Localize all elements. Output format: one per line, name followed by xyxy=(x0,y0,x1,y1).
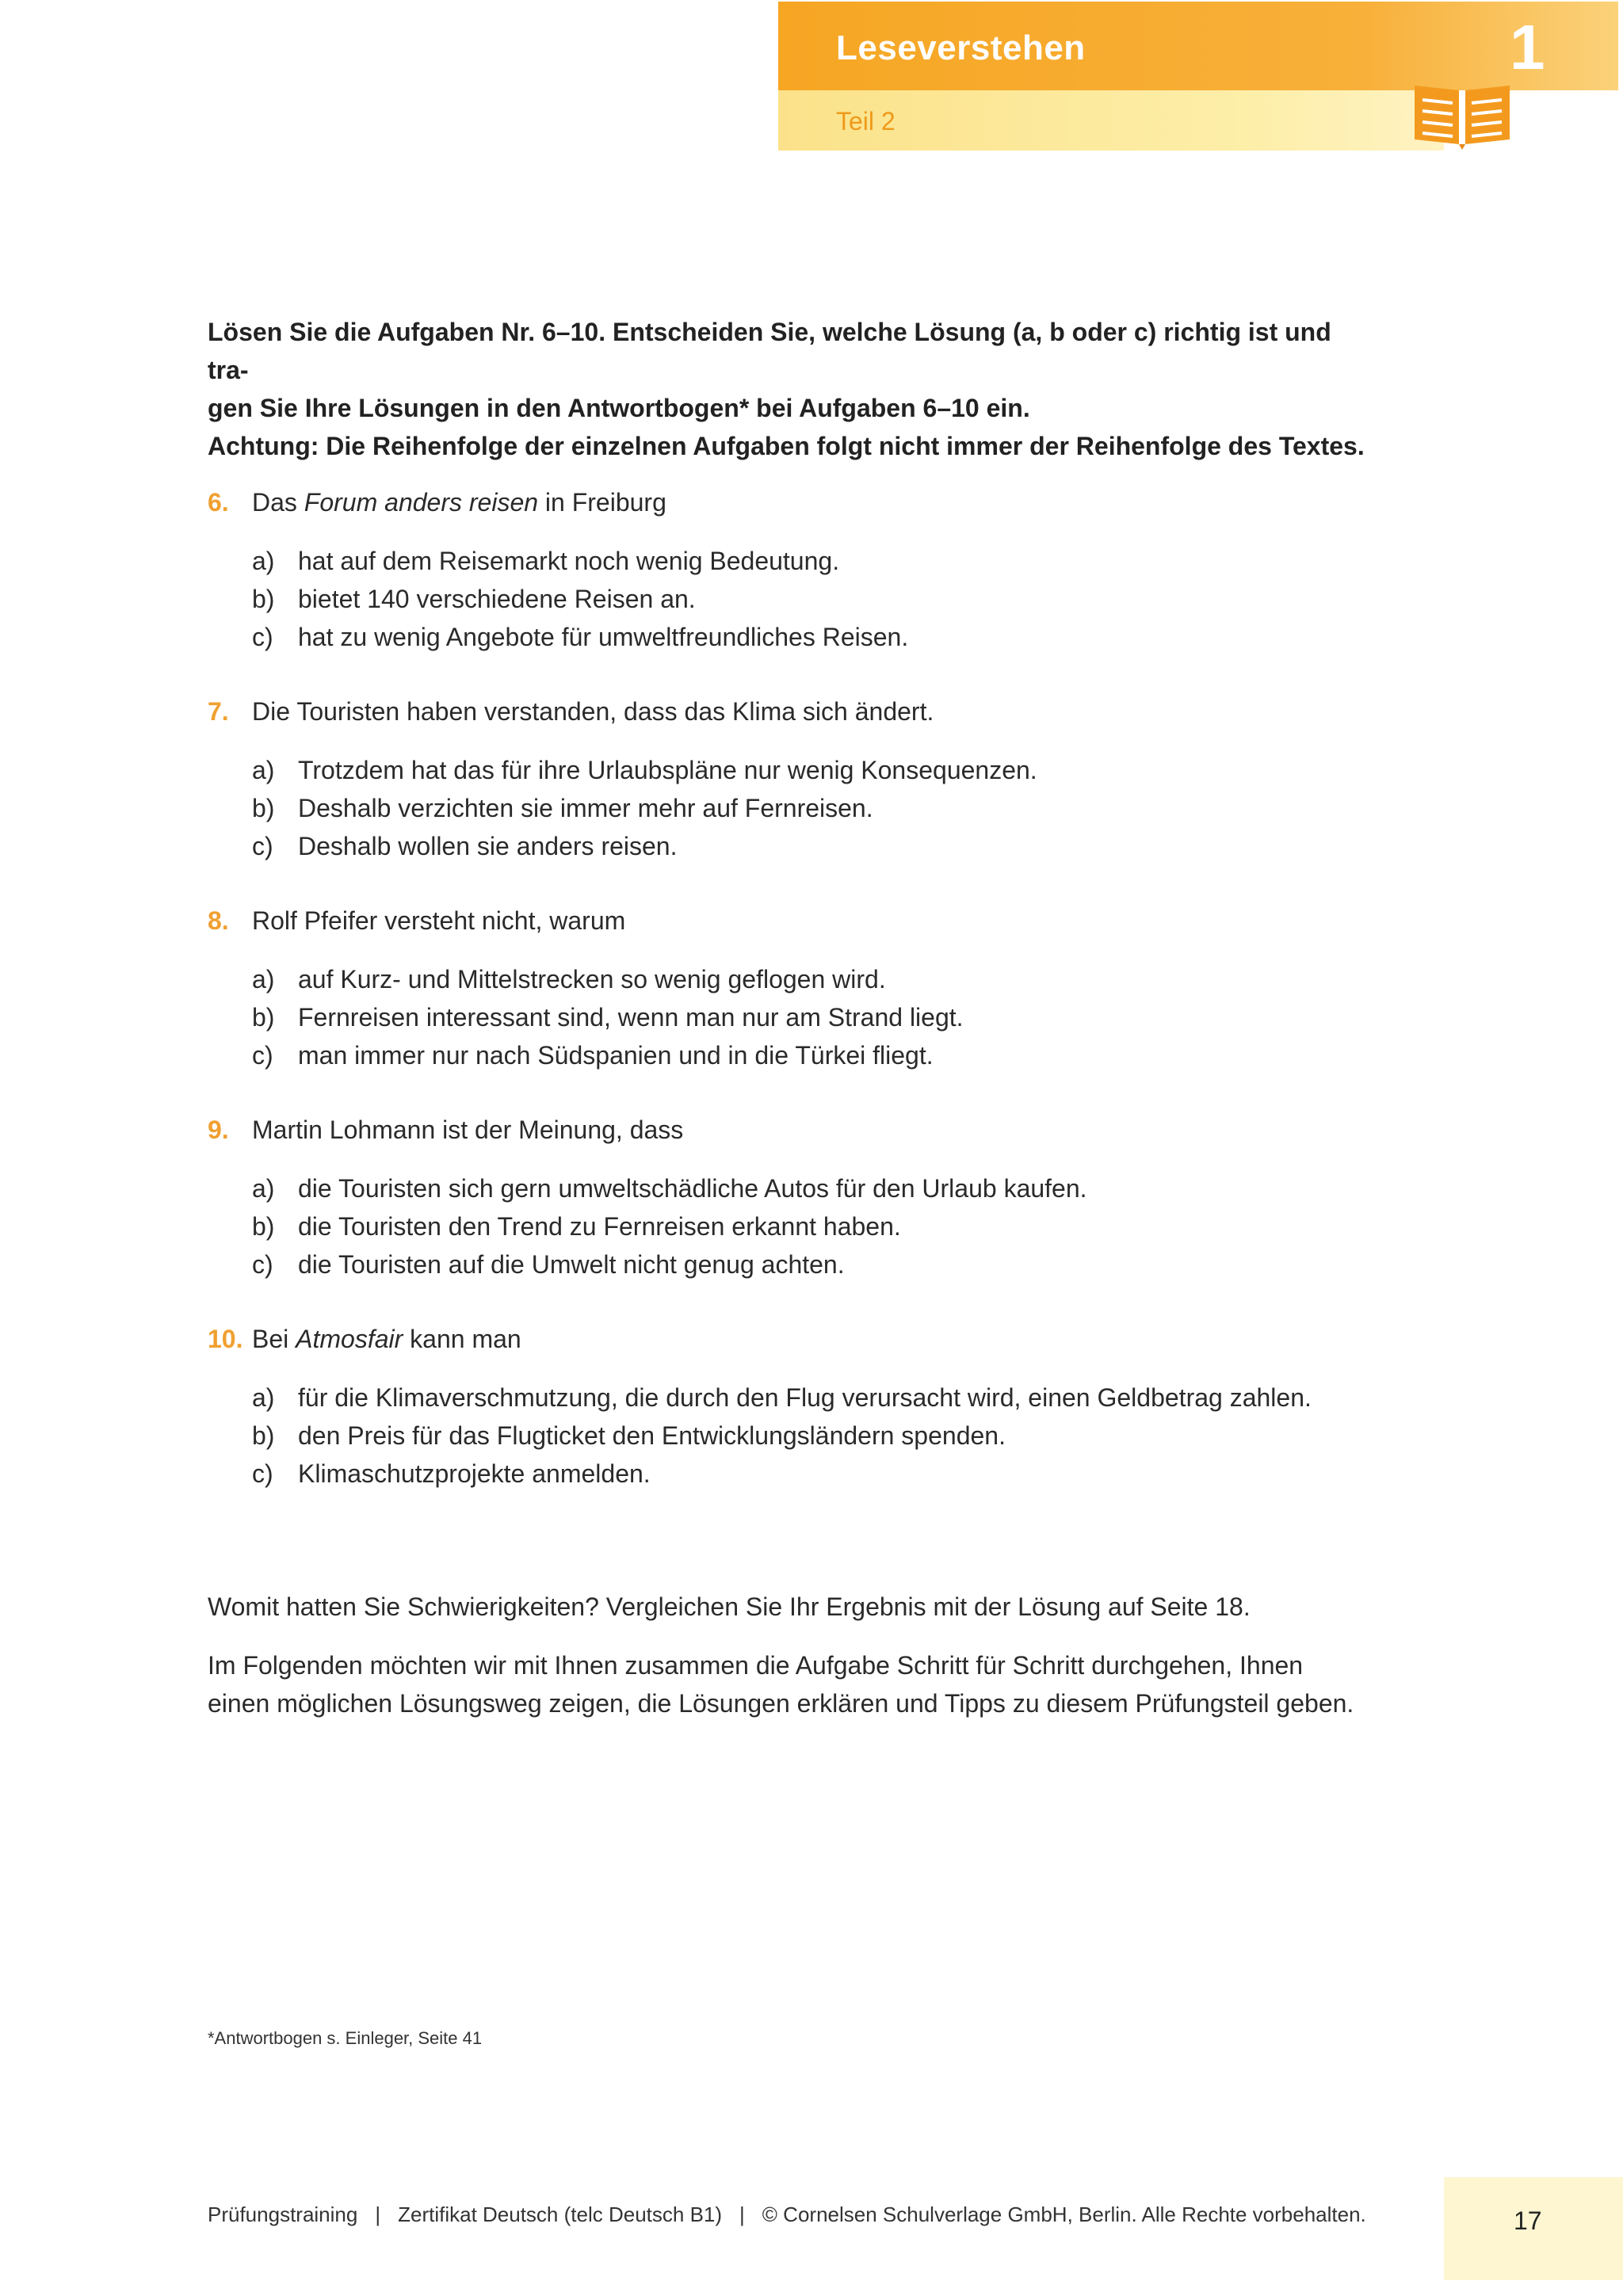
question-10 xyxy=(208,1323,1444,1493)
question-stem: Bei Atmosfair kann man xyxy=(252,1325,521,1353)
closing-paragraph: Im Folgenden möchten wir mit Ihnen zusammen die Aufgabe Schritt für Schritt durchgehen, Ihnen einen möglichen Lösungsweg zeigen, die Lösungen erklären und Tipps zu diesem Prüfungsteil geben. xyxy=(208,1651,1354,1718)
question-number: 7. xyxy=(208,697,229,726)
answer-option-c[interactable]: c) die Touristen auf die Umwelt nicht genug achten. xyxy=(252,1250,845,1279)
answer-option-b[interactable]: b) die Touristen den Trend zu Fernreisen erkannt haben. xyxy=(252,1212,901,1241)
page-number: 17 xyxy=(1514,2206,1542,2235)
question-number: 9. xyxy=(208,1116,229,1144)
answer-option-c[interactable]: c) hat zu wenig Angebote für umweltfreundliches Reisen. xyxy=(252,623,909,651)
chapter-title: Leseverstehen xyxy=(836,29,1086,67)
answer-option-a[interactable]: a) für die Klimaverschmutzung, die durch den Flug verursacht wird, einen Geldbetrag zahlen. xyxy=(252,1383,1312,1412)
instruction-line: Lösen Sie die Aufgaben Nr. 6–10. Entscheiden Sie, welche Lösung (a, b oder c) richtig ist und tra- xyxy=(208,318,1331,384)
answer-option-a[interactable]: a) hat auf dem Reisemarkt noch wenig Bedeutung. xyxy=(252,547,840,575)
question-stem: Die Touristen haben verstanden, dass das Klima sich ändert. xyxy=(252,697,934,726)
instruction-line: gen Sie Ihre Lösungen in den Antwortbogen* bei Aufgaben 6–10 ein. xyxy=(208,394,1030,422)
task-instructions xyxy=(208,313,1373,465)
chapter-number: 1 xyxy=(1510,12,1545,82)
section-subtitle: Teil 2 xyxy=(836,107,896,135)
question-number: 8. xyxy=(208,906,229,935)
question-stem: Rolf Pfeifer versteht nicht, warum xyxy=(252,906,626,935)
instruction-note: Achtung: Die Reihenfolge der einzelnen Aufgaben folgt nicht immer der Reihenfolge des Textes. xyxy=(208,432,1365,460)
question-7 xyxy=(208,696,1444,865)
closing-question: Womit hatten Sie Schwierigkeiten? Vergleichen Sie Ihr Ergebnis mit der Lösung auf Seite 18. xyxy=(208,1592,1251,1621)
answer-option-a[interactable]: a) auf Kurz- und Mittelstrecken so wenig geflogen wird. xyxy=(252,965,886,994)
answer-option-b[interactable]: b) den Preis für das Flugticket den Entwicklungsländern spenden. xyxy=(252,1421,1006,1450)
question-8 xyxy=(208,905,1444,1074)
book-icon xyxy=(1407,71,1518,151)
answer-option-a[interactable]: a) Trotzdem hat das für ihre Urlaubspläne nur wenig Konsequenzen. xyxy=(252,756,1037,784)
question-number: 6. xyxy=(208,488,229,517)
question-stem: Das Forum anders reisen in Freiburg xyxy=(252,488,666,517)
answer-option-c[interactable]: c) Klimaschutzprojekte anmelden. xyxy=(252,1459,651,1488)
footnote: *Antwortbogen s. Einleger, Seite 41 xyxy=(208,2028,483,2048)
answer-option-c[interactable]: c) man immer nur nach Südspanien und in die Türkei fliegt. xyxy=(252,1041,934,1070)
question-6 xyxy=(208,486,1444,656)
answer-option-a[interactable]: a) die Touristen sich gern umweltschädliche Autos für den Urlaub kaufen. xyxy=(252,1174,1087,1203)
question-number: 10. xyxy=(208,1325,243,1353)
footer-exam: Zertifikat Deutsch (telc Deutsch B1) xyxy=(398,2203,723,2226)
answer-option-c[interactable]: c) Deshalb wollen sie anders reisen. xyxy=(252,832,678,860)
question-stem: Martin Lohmann ist der Meinung, dass xyxy=(252,1116,684,1144)
answer-option-b[interactable]: b) bietet 140 verschiedene Reisen an. xyxy=(252,585,696,613)
page-footer: Prüfungstraining | Zertifikat Deutsch (telc Deutsch B1) | © Cornelsen Schulverlage GmbH, Berlin. Alle Rechte vorbehalten. xyxy=(208,2203,1366,2226)
answer-option-b[interactable]: b) Deshalb verzichten sie immer mehr auf Fernreisen. xyxy=(252,794,873,822)
footer-series: Prüfungstraining xyxy=(208,2203,358,2226)
question-9 xyxy=(208,1114,1444,1283)
footer-copyright: © Cornelsen Schulverlage GmbH, Berlin. Alle Rechte vorbehalten. xyxy=(762,2203,1366,2226)
answer-option-b[interactable]: b) Fernreisen interessant sind, wenn man nur am Strand liegt. xyxy=(252,1003,964,1032)
